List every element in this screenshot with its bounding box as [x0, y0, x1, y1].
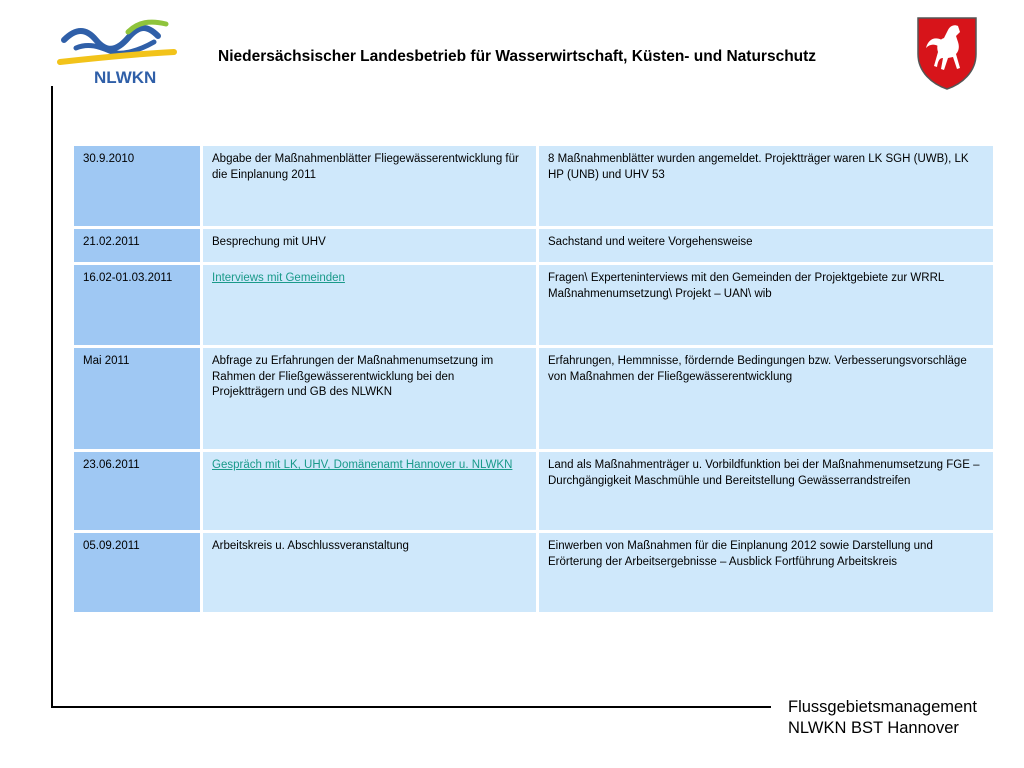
footer-line-2: NLWKN BST Hannover — [788, 719, 959, 737]
footer-line-1: Flussgebietsmanagement — [788, 698, 977, 716]
organization-title: Niedersächsischer Landesbetrieb für Wasserwirtschaft, Küsten- und Naturschutz — [218, 48, 817, 65]
nlwkn-logo-waves — [56, 18, 178, 90]
table-row — [74, 348, 993, 449]
result-cell: 8 Maßnahmenblätter wurden angemeldet. Projektträger waren LK SGH (UWB), LK HP (UNB) und UHV 53 — [539, 146, 993, 226]
date-cell: 30.9.2010 — [74, 146, 200, 226]
date-cell: 05.09.2011 — [74, 533, 200, 612]
result-cell: Einwerben von Maßnahmen für die Einplanung 2012 sowie Darstellung und Erörterung der Arbeitsergebnisse – Ausblick Fortführung Arbeitskreis — [539, 533, 993, 612]
frame-horizontal-line — [51, 706, 771, 708]
result-cell: Sachstand und weitere Vorgehensweise — [539, 229, 993, 262]
date-cell: 23.06.2011 — [74, 452, 200, 530]
footer — [788, 697, 977, 739]
nlwkn-logo — [56, 18, 178, 90]
date-cell: 21.02.2011 — [74, 229, 200, 262]
timeline-table-body — [74, 146, 993, 612]
result-cell: Fragen\ Experteninterviews mit den Gemeinden der Projektgebiete zur WRRL Maßnahmenumsetzung\ Projekt – UAN\ wib — [539, 265, 993, 345]
table-row — [74, 229, 993, 262]
result-cell: Erfahrungen, Hemmnisse, fördernde Bedingungen bzw. Verbesserungsvorschläge von Maßnahmen der Fließgewässerentwicklung — [539, 348, 993, 449]
activity-link[interactable]: Gespräch mit LK, UHV, Domänenamt Hannover u. NLWKN — [212, 459, 513, 471]
result-cell: Land als Maßnahmenträger u. Vorbildfunktion bei der Maßnahmenumsetzung FGE – Durchgängigkeit Maschmühle und Bereitstellung Gewässerrandstreifen — [539, 452, 993, 530]
horse-crest-icon — [914, 14, 980, 92]
logo-text: NLWKN — [94, 68, 157, 87]
activity-cell — [203, 452, 536, 530]
activity-cell: Abfrage zu Erfahrungen der Maßnahmenumsetzung im Rahmen der Fließgewässerentwicklung bei den Projektträgern und GB des NLWKN — [203, 348, 536, 449]
timeline-table — [71, 143, 996, 615]
table-row — [74, 146, 993, 226]
activity-cell — [203, 265, 536, 345]
lower-saxony-crest — [914, 14, 980, 92]
table-row — [74, 533, 993, 612]
activity-link[interactable]: Interviews mit Gemeinden — [212, 272, 345, 284]
frame-vertical-line — [51, 86, 53, 708]
table-row — [74, 452, 993, 530]
date-cell: Mai 2011 — [74, 348, 200, 449]
activity-cell: Besprechung mit UHV — [203, 229, 536, 262]
activity-cell: Abgabe der Maßnahmenblätter Fliegewässerentwicklung für die Einplanung 2011 — [203, 146, 536, 226]
table-row — [74, 265, 993, 345]
activity-cell: Arbeitskreis u. Abschlussveranstaltung — [203, 533, 536, 612]
date-cell: 16.02-01.03.2011 — [74, 265, 200, 345]
